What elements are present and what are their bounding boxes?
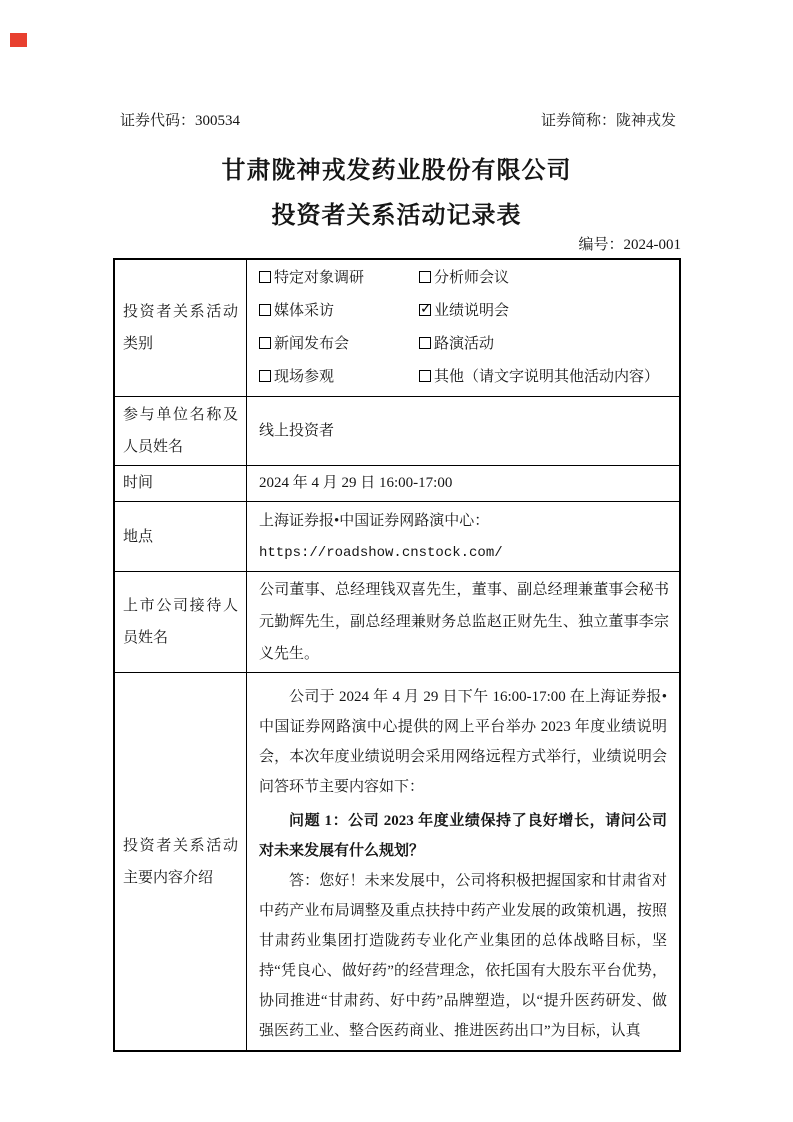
option-analyst-meeting (419, 262, 671, 295)
answer-1-paragraph: 答：您好！未来发展中，公司将积极把握国家和甘肃省对中药产业布局调整及重点扶持中药产业发展的政策机遇，按照甘肃药业集团打造陇药专业化产业集团的总体战略目标，坚持“凭良心、做好药”的经营理念，依托国有大股东平台优势，协同推进“甘肃药、好中药”品牌塑造，以“提升医药研发、做强医药工业、整合医药商业、推进医药出口”为目标，认真 (259, 873, 667, 1039)
checkbox-icon (259, 370, 271, 382)
row-time (114, 466, 680, 502)
row-label-activity-type: 投资者关系活动类别 (114, 259, 247, 397)
row-label-hosts: 上市公司接待人员姓名 (114, 572, 247, 673)
stock-code-text: 证券代码：300534 (120, 113, 241, 129)
hosts-value: 公司董事、总经理钱双喜先生，董事、副总经理兼董事会秘书元勤辉先生，副总经理兼财务总监赵正财先生、独立董事李宗义先生。 (247, 572, 681, 673)
option-label: 业绩说明会 (434, 303, 510, 319)
option-other (419, 361, 671, 394)
intro-paragraph: 公司于 2024 年 4 月 29 日下午 16:00-17:00 在上海证券报•中国证券网路演中心提供的网上平台举办 2023 年度业绩说明会，本次年度业绩说明会采用网络远程方式举行，业绩说明会问答环节主要内容如下： (259, 689, 667, 795)
row-label-location: 地点 (114, 502, 247, 572)
row-main-content (114, 673, 680, 1052)
checkbox-checked-icon (419, 304, 431, 316)
option-label: 其他（请文字说明其他活动内容） (434, 369, 660, 385)
company-title: 甘肃陇神戎发药业股份有限公司 (221, 158, 572, 184)
row-activity-type (114, 259, 680, 397)
option-label: 现场参观 (274, 369, 335, 385)
row-label-participants: 参与单位名称及人员姓名 (114, 397, 247, 466)
option-targeted-research (259, 262, 419, 295)
checkbox-icon (419, 271, 431, 283)
checkbox-icon (259, 271, 271, 283)
checkbox-icon (259, 337, 271, 349)
option-results-briefing (419, 295, 671, 328)
participants-value: 线上投资者 (247, 397, 681, 466)
red-corner-mark (10, 33, 27, 47)
main-content-cell (247, 673, 681, 1052)
option-site-visit (259, 361, 419, 394)
option-roadshow (419, 328, 671, 361)
row-hosts (114, 572, 680, 673)
option-media-interview (259, 295, 419, 328)
doc-number: 编号：2024-001 (578, 237, 681, 253)
row-location (114, 502, 680, 572)
securities-header (120, 109, 676, 130)
record-table (113, 258, 681, 1052)
stock-name-text: 证券简称：陇神戎发 (540, 113, 676, 129)
activity-type-options-cell (247, 259, 681, 397)
option-label: 分析师会议 (434, 270, 510, 286)
question-1-paragraph: 问题 1：公司 2023 年度业绩保持了良好增长，请问公司对未来发展有什么规划？ (259, 813, 667, 859)
option-label: 新闻发布会 (274, 336, 350, 352)
roadshow-url-link[interactable]: https://roadshow.cnstock.com/ (259, 544, 503, 561)
checkbox-icon (259, 304, 271, 316)
row-label-time: 时间 (114, 466, 247, 502)
checkbox-icon (419, 337, 431, 349)
time-value: 2024 年 4 月 29 日 16:00-17:00 (247, 466, 681, 502)
location-name: 上海证券报•中国证券网路演中心： (259, 512, 490, 529)
option-press-conference (259, 328, 419, 361)
location-value-cell (247, 502, 681, 572)
row-participants (114, 397, 680, 466)
record-form-title: 投资者关系活动记录表 (271, 203, 522, 229)
checkbox-icon (419, 370, 431, 382)
option-label: 媒体采访 (274, 303, 335, 319)
option-label: 特定对象调研 (274, 270, 365, 286)
option-label: 路演活动 (434, 336, 495, 352)
row-label-main-content: 投资者关系活动主要内容介绍 (114, 673, 247, 1052)
